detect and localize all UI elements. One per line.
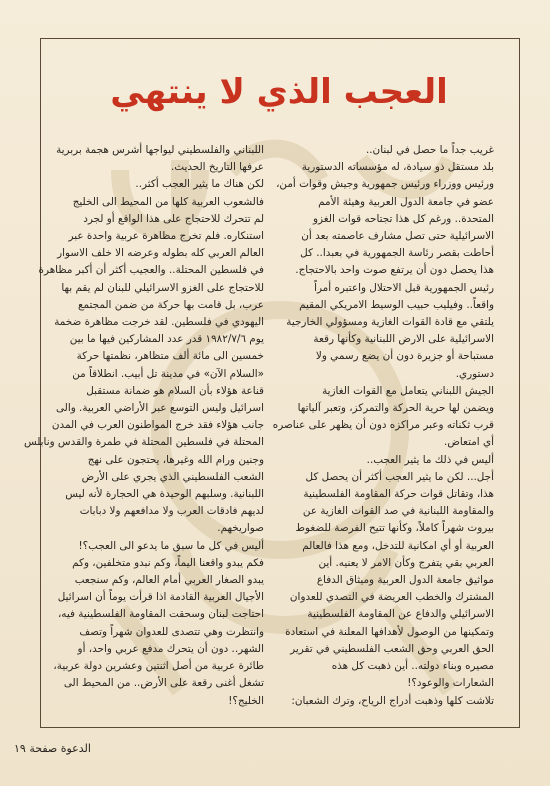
- text-line: صواريخهم.: [217, 522, 264, 535]
- text-line: يبدو الصغار العربي أمام العالم، وكم سنجعب: [74, 574, 264, 587]
- text-line: استنكاره. فلم تخرج مظاهرة عربية واحدة عبر: [68, 230, 264, 243]
- text-line: الجيش اللبناني يتعامل مع القوات الغازية: [322, 384, 494, 397]
- text-line: العربي بقي يتفرج وكأن الامر لا يعنيه. أين: [318, 556, 494, 569]
- text-line: الحق العربي وحق الشعب الفلسطيني في تقرير: [290, 642, 494, 655]
- text-line: وتمكينها من الوصول لأهدافها المعلنة في استعادة: [285, 625, 494, 638]
- text-line: الاسرائيلية على الارض اللبنانية وكأنها رقعة: [313, 333, 494, 346]
- text-line: للاحتجاج على الغزو الاسرائيلي للبنان لم يقم بها: [61, 281, 264, 294]
- text-line: والمقاومة اللبنانية في صد القوات الغازية عن: [302, 505, 494, 518]
- text-line: احتاجت لبنان وسحقت المقاومة الفلسطينية فيه،: [57, 608, 264, 621]
- text-line: أي امتعاض.: [444, 436, 494, 449]
- text-line: هذا، وتقاتل قوات حركة المقاومة الفلسطينية: [303, 488, 494, 501]
- page-footer: الدعوة صفحة ١٩: [14, 742, 91, 755]
- text-line: الشعارات والوعود؟!: [407, 677, 494, 690]
- text-line: اللبنانية. وسلبهم الوحيدة هي الحجارة لأنه ليس: [65, 488, 264, 501]
- text-line: الشهر.. دون أن يتحرك مدفع عربي واحد، أو: [77, 642, 264, 655]
- text-line: قناعة هؤلاء بأن السلام هو ضمانة مستقبل: [86, 384, 264, 397]
- article-column-left: [23, 142, 264, 710]
- text-line: لم تتحرك للاحتجاج على هذا الواقع أو لجرد: [83, 212, 264, 225]
- text-line: مواثيق جامعة الدول العربية وميثاق الدفاع: [316, 574, 494, 587]
- text-line: واقعاً.. وفيليب حبيب الوسيط الامريكي المقيم: [299, 298, 494, 311]
- text-line: أجل... لكن ما يثير العجب أكثر أن يحصل كل: [305, 470, 494, 483]
- text-line: المحتلة في فلسطين المحتلة في طمرة والقدس ونابلس: [23, 436, 264, 449]
- text-line: غريب جداً ما حصل في لبنان..: [365, 144, 494, 156]
- article-column-right: [272, 142, 494, 710]
- text-line: وانتظرت وهي تتصدى للعدوان شهراً وتصف: [79, 625, 264, 638]
- text-line: أليس في ذلك ما يثير العجب..: [366, 453, 494, 466]
- text-line: اللبناني والفلسطيني ليواجها أشرس هجمة بربرية: [56, 144, 264, 156]
- text-line: الشعب الفلسطيني الذي يجري على الأرض: [81, 470, 264, 483]
- text-line: الخليج؟!: [228, 694, 264, 707]
- text-line: «السلام الآن» في مدينة تل أبيب. انطلاقاً من: [72, 367, 264, 380]
- text-line: يلتقي مع قادة القوات الغازية ومسؤولي الخارجية: [286, 316, 494, 329]
- text-line: خمسين الى مائة ألف متظاهر، نظمتها حركة: [76, 350, 264, 363]
- text-line: دستوري.: [455, 367, 494, 380]
- text-line: بلد مستقل ذو سيادة، له مؤسساته الدستورية: [301, 161, 494, 174]
- text-line: المشترك والخطب العريضة في التصدي للعدوان: [289, 591, 494, 604]
- text-line: العالم العربي كله بطوله وعرضه الا خلف الاسوار: [57, 247, 264, 260]
- text-line: ويضمن لها حرية الحركة والتمركز، وتعبر آلياتها: [297, 402, 494, 415]
- text-line: فالشعوب العربية كلها من المحيط الى الخليج: [72, 195, 264, 208]
- article-title: العجب الذي لا ينتهي: [110, 72, 448, 112]
- text-line: الأجيال العربية القادمة اذا قرأت يوماً أن اسرائيل: [57, 591, 264, 604]
- text-line: يوم ١٩٨٢/٧/٦ قدر عدد المشاركين فيها ما بين: [69, 333, 264, 346]
- text-line: مستباحة أو جزيرة دون أن يضع رسمي ولا: [315, 350, 494, 363]
- text-line: اليهودي في فلسطين. لقد خرجت مظاهرة ضخمة: [54, 316, 264, 329]
- text-line: الاسرائيلية حتى تصل مشارف عاصمته بعد أن: [301, 230, 494, 243]
- text-line: جانب هؤلاء فقد خرج المواطنون العرب في المدن: [51, 419, 264, 432]
- text-line: قرب ثكناته وعبر مراكزه دون أن يظهر على عناصره: [272, 419, 494, 432]
- text-line: لكن هناك ما يثير العجب أكثر..: [135, 178, 264, 191]
- text-line: لديهم فادقات العرب ولا مدافعهم ولا دبابات: [79, 505, 264, 518]
- text-line: عضو في جامعة الدول العربية وهيئة الأمم: [318, 195, 494, 208]
- text-line: عرفها التاريخ الحديث.: [170, 161, 264, 174]
- text-line: عرب، بل قامت بها حركة من ضمن المجتمع: [77, 298, 264, 311]
- text-line: أحاطت بقصر رئاسة الجمهورية في بعبدا.. كل: [300, 247, 494, 260]
- text-line: العربية أو أي امكانية للتدخل، ومع هذا فالعالم: [302, 539, 494, 552]
- text-line: في فلسطين المحتلة.. والعجيب أكثر أن أكبر مظاهرة: [38, 264, 264, 277]
- text-line: هذا يحصل دون أن يرتفع صوت واحد بالاحتجاج.: [295, 264, 494, 277]
- text-line: أليس في كل ما سبق ما يدعو الى العجب؟!: [78, 539, 264, 552]
- text-line: بيروت شهراً كاملاً، وكأنها تتيح الفرصة للضغوط: [295, 522, 494, 535]
- text-line: مصيره وبناء دولته.. أين ذهبت كل هذه: [331, 660, 494, 673]
- text-line: تلاشت كلها وذهبت أدراج الرياح، وترك الشعبان:: [291, 694, 494, 707]
- text-line: رئيس الجمهورية قبل الاحتلال واعتبره أمراً: [314, 281, 494, 294]
- text-line: اسرائيل وليس التوسع عبر الأراضي العربية. والى: [56, 402, 264, 415]
- text-line: فكم يبدو واقعنا اليماً، وكم نبدو متخلفين، وكم: [72, 556, 264, 569]
- text-line: طائرة عربية من أصل اثنتين وعشرين دولة عربية،: [53, 660, 264, 673]
- text-line: وجنين ورام الله وغيرها، يحتجون على نهج: [87, 453, 264, 466]
- text-line: تشغل أغنى رقعة على الأرض.. من المحيط الى: [63, 677, 264, 690]
- text-line: المتحدة.. ورغم كل هذا تجتاحه قوات الغزو: [313, 212, 494, 225]
- text-line: الاسرائيلي والدفاع عن المقاومة الفلسطينية: [307, 608, 494, 621]
- text-line: ورئيس ووزراء ورئيس جمهورية وجيش وقوات أمن،: [276, 178, 494, 191]
